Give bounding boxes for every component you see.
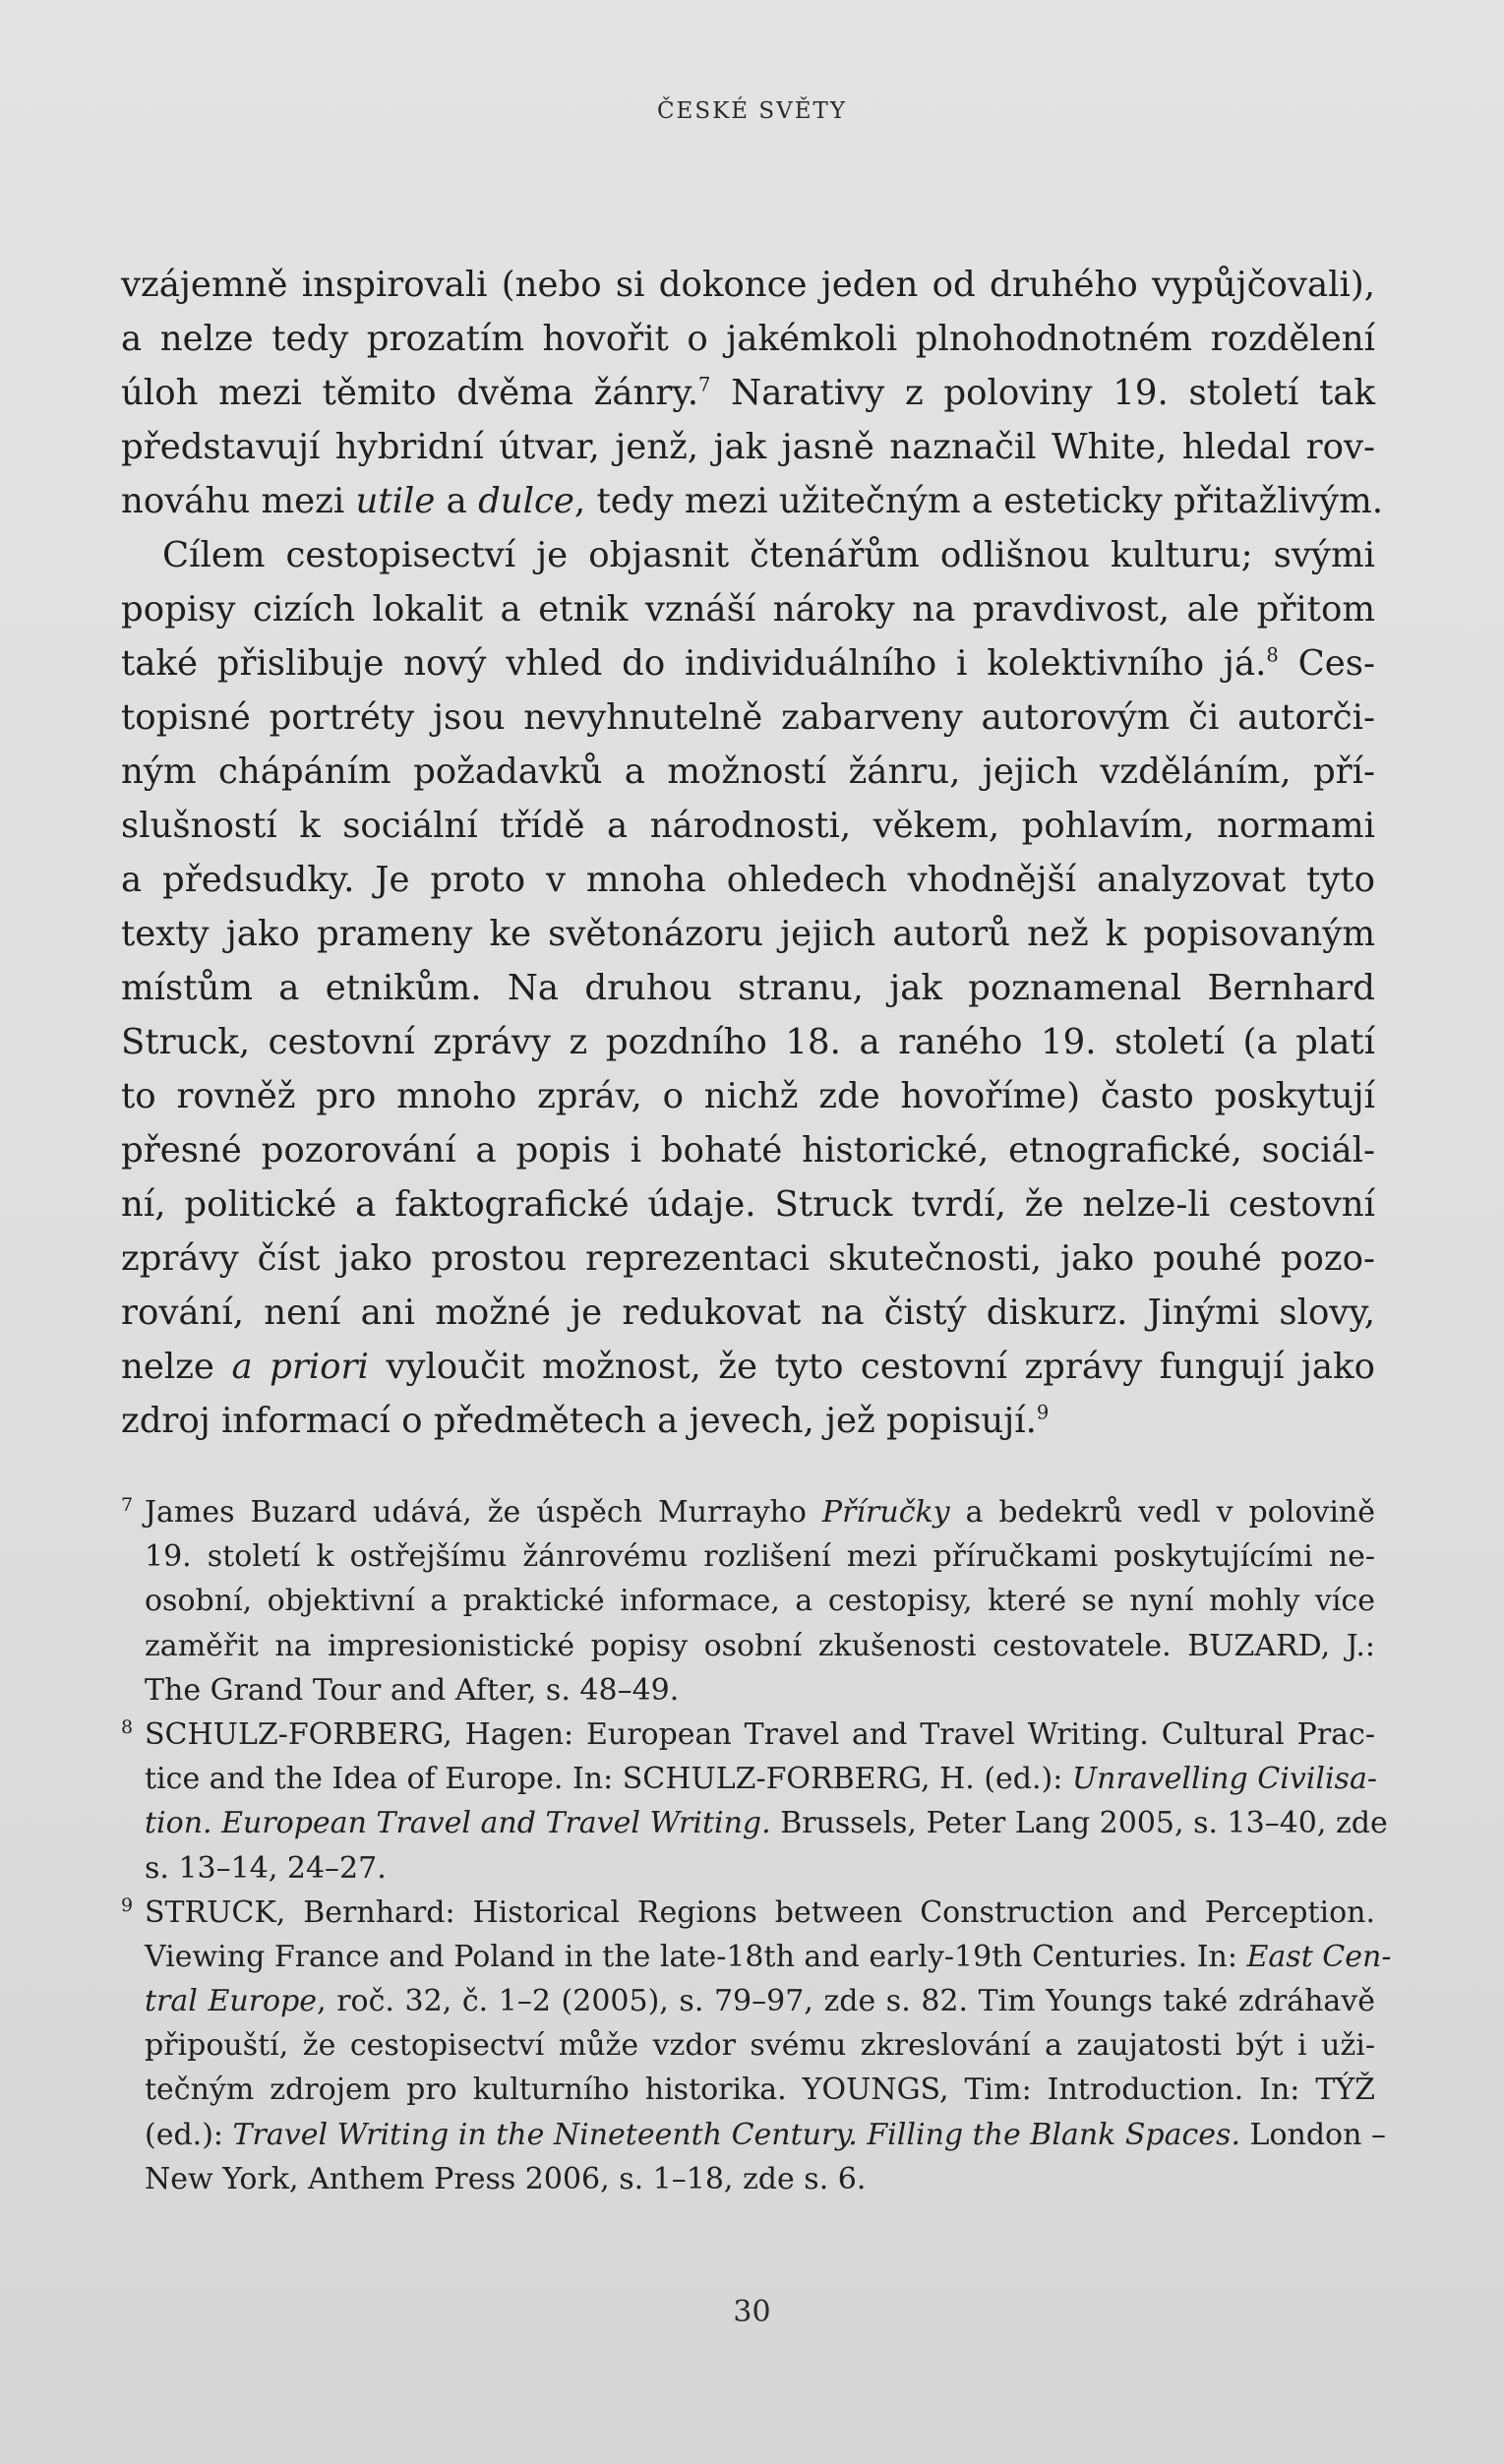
body-line-text: zdroj informací o předmětech a jevech, jež popisují. <box>121 1401 1037 1441</box>
page-number: 30 <box>733 2295 771 2329</box>
footnote-line: The Grand Tour and After, s. 48–49. <box>145 1672 680 1708</box>
body-line <box>121 745 1375 799</box>
footnote-line: SCHULZ-FORBERG, Hagen: European Travel and Travel Writing. Cultural Prac- <box>145 1716 1375 1752</box>
body-line-text: rování, není ani možné je redukovat na čistý diskurz. Jinými slovy, <box>121 1292 1375 1333</box>
body-line <box>121 1232 1375 1286</box>
body-line-text: také přislibuje nový vhled do individuálního i kolektivního já. <box>121 643 1267 684</box>
body-line-text: topisné portréty jsou nevyhnutelně zabarveny autorovým či autorči- <box>121 697 1375 738</box>
body-line <box>121 691 1375 745</box>
body-line-text: místům a etnikům. Na druhou stranu, jak poznamenal Bernhard <box>121 968 1375 1008</box>
body-line <box>121 420 1375 474</box>
body-line-text: přesné pozorování a popis i bohaté historické, etnografické, sociál- <box>121 1130 1375 1171</box>
body-line <box>121 1015 1375 1069</box>
body-line-text: ní, politické a faktografické údaje. Struck tvrdí, že nelze-li cestovní <box>121 1184 1375 1225</box>
footnote-text: London – <box>1240 2117 1386 2152</box>
body-line-text: to rovněž pro mnoho zpráv, o nichž zde hovoříme) často poskytují <box>121 1076 1375 1116</box>
body-line <box>121 799 1375 853</box>
body-line-text: nováhu mezi <box>121 481 356 521</box>
body-line <box>121 853 1375 907</box>
body-line-text: úloh mezi těmito dvěma žánry. <box>121 373 698 413</box>
body-line-text: vzájemně inspirovali (nebo si dokonce jeden od druhého vypůjčovali), <box>121 265 1375 305</box>
body-line-text: Cílem cestopisectví je objasnit čtenářům odlišnou kulturu; svými <box>162 535 1375 575</box>
footnote-line: STRUCK, Bernhard: Historical Regions between Construction and Perception. <box>145 1894 1375 1930</box>
body-line <box>121 1123 1375 1177</box>
footnote-number: 9 <box>121 1893 134 1916</box>
footnote-9 <box>121 1891 1392 2201</box>
footnote-line: připouští, že cestopisectví může vzdor svému zkreslování a zaujatosti být i uži- <box>145 2028 1375 2064</box>
footnotes <box>121 1490 1392 2201</box>
body-line <box>121 1286 1375 1340</box>
footnote-line: osobní, objektivní a praktické informace, a cestopisy, které se nyní mohly více <box>145 1584 1375 1619</box>
body-line <box>121 1177 1375 1232</box>
footnote-ref-7: 7 <box>697 373 711 396</box>
footnote-text: tice and the Idea of Europe. In: SCHULZ-FORBERG, H. (ed.): <box>145 1762 1072 1797</box>
body-line <box>121 474 1384 528</box>
body-line <box>121 1394 1375 1448</box>
footnote-line <box>121 2113 1386 2157</box>
footnote-line <box>121 1490 1375 1534</box>
footnote-text: (ed.): <box>145 2117 233 2152</box>
body-line-text: nelze <box>121 1347 232 1387</box>
body-line-text: ným chápáním požadavků a možností žánru, jejich vzděláním, pří- <box>121 751 1375 792</box>
italic-term: a priori <box>231 1347 369 1387</box>
body-line <box>121 907 1375 961</box>
footnote-number: 7 <box>121 1494 134 1516</box>
italic-title: tion. European Travel and Travel Writing. <box>145 1806 771 1841</box>
body-line-text: a předsudky. Je proto v mnoha ohledech vhodnější analyzovat tyto <box>121 860 1375 900</box>
italic-term: dulce <box>478 481 574 521</box>
footnote-line: tečným zdrojem pro kulturního historika. YOUNGS, Tim: Introduction. In: TÝŽ <box>145 2073 1375 2108</box>
body-line-text: představují hybridní útvar, jenž, jak jasně naznačil White, hledal rov- <box>121 427 1375 467</box>
footnote-line: 19. století k ostřejšímu žánrovému rozlišení mezi příručkami poskytujícími ne- <box>145 1539 1375 1575</box>
body-line <box>121 366 1375 420</box>
italic-title: tral Europe <box>145 1984 318 2019</box>
footnote-text: a bedekrů vedl v polovině <box>949 1495 1376 1530</box>
footnote-text: , roč. 32, č. 1–2 (2005), s. 79–97, zde s. 82. Tim Youngs také zdráhavě <box>317 1984 1375 2019</box>
body-line <box>121 258 1375 312</box>
footnote-7 <box>121 1490 1375 1713</box>
footnote-line <box>121 1757 1375 1801</box>
body-line <box>121 582 1375 636</box>
footnote-line: zaměřit na impresionistické popisy osobní zkušenosti cestovatele. BUZARD, J.: <box>145 1628 1375 1663</box>
italic-title: East Cen- <box>1246 1939 1392 1974</box>
body-line <box>121 961 1375 1015</box>
body-line <box>121 312 1375 366</box>
body-line-text: zprávy číst jako prostou reprezentaci skutečnosti, jako pouhé pozo- <box>121 1238 1375 1279</box>
footnote-text: Brussels, Peter Lang 2005, s. 13–40, zde <box>770 1806 1388 1841</box>
body-line-text: a nelze tedy prozatím hovořit o jakémkoli plnohodnotném rozdělení <box>121 319 1375 359</box>
body-line-text: Narativy z poloviny 19. století tak <box>710 373 1375 413</box>
body-line <box>121 528 1375 582</box>
body-line-text: , tedy mezi užitečným a esteticky přitažlivým. <box>573 481 1384 521</box>
footnote-text: Viewing France and Poland in the late-18th and early-19th Centuries. In: <box>145 1939 1247 1974</box>
italic-title: Příručky <box>821 1495 950 1530</box>
italic-title: Unravelling Civilisa- <box>1071 1762 1377 1797</box>
footnote-line <box>121 1935 1392 1979</box>
footnote-line: New York, Anthem Press 2006, s. 1–18, zde s. 6. <box>145 2161 867 2196</box>
running-head: ČESKÉ SVĚTY <box>656 98 848 124</box>
body-line-text: Ces- <box>1278 643 1376 684</box>
footnote-line <box>121 1979 1375 2023</box>
body-line-text: popisy cizích lokalit a etnik vznáší nároky na pravdivost, ale přitom <box>121 589 1375 630</box>
body-line-text: Struck, cestovní zprávy z pozdního 18. a raného 19. století (a platí <box>121 1022 1375 1062</box>
body-text <box>121 258 1384 1448</box>
footnote-line: s. 13–14, 24–27. <box>145 1850 387 1886</box>
body-line-text: a <box>435 481 479 521</box>
italic-term: utile <box>355 481 436 521</box>
italic-title: Travel Writing in the Nineteenth Century. Filling the Blank Spaces. <box>232 2117 1240 2152</box>
body-line <box>121 1069 1375 1123</box>
footnote-number: 8 <box>121 1715 134 1738</box>
body-line-text: texty jako prameny ke světonázoru jejich autorů než k popisovaným <box>121 914 1375 954</box>
footnote-ref-9: 9 <box>1036 1401 1050 1424</box>
footnote-text: James Buzard udává, že úspěch Murrayho <box>145 1495 822 1530</box>
footnote-8 <box>121 1713 1388 1891</box>
footnote-ref-8: 8 <box>1266 643 1279 667</box>
footnote-line <box>121 1801 1388 1845</box>
body-line-text: vyloučit možnost, že tyto cestovní zprávy fungují jako <box>368 1347 1375 1387</box>
body-line <box>121 1340 1375 1394</box>
body-line <box>121 636 1375 691</box>
body-line-text: slušností k sociální třídě a národnosti, věkem, pohlavím, normami <box>121 806 1375 846</box>
